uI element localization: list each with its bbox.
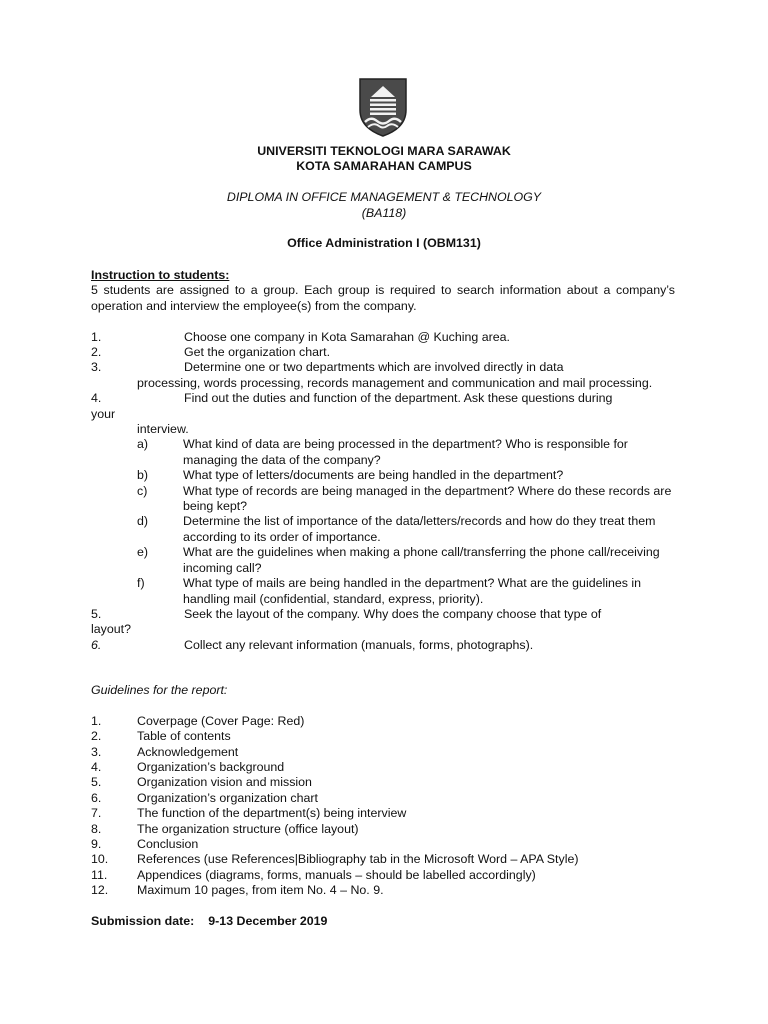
item-number: 4. [91, 391, 102, 406]
question-text: What type of letters/documents are being handled in the department? [183, 468, 564, 483]
item-number: 6. [91, 637, 102, 652]
instructions-heading: Instruction to students: [91, 268, 230, 282]
item-text: References (use References|Bibliography tab in the Microsoft Word – APA Style) [137, 852, 579, 867]
item-text: Seek the layout of the company. Why does the company choose that type of [184, 606, 602, 621]
programme-title: DIPLOMA IN OFFICE MANAGEMENT & TECHNOLOGY [226, 190, 542, 204]
item-text: Choose one company in Kota Samarahan @ Kuching area. [184, 329, 510, 344]
item-number: 3. [91, 360, 102, 375]
item-wrap: your [91, 406, 116, 421]
question-item [137, 437, 675, 468]
item-text: Find out the duties and function of the department. Ask these questions during [184, 391, 613, 406]
question-label: a) [137, 437, 149, 452]
item-number: 12. [91, 883, 109, 898]
instruction-item [91, 330, 675, 345]
item-text: Acknowledgement [137, 744, 239, 759]
item-text: Conclusion [137, 837, 199, 852]
item-number: 5. [91, 775, 102, 790]
question-item [137, 545, 675, 576]
item-number: 8. [91, 821, 102, 836]
submission-date [91, 914, 327, 929]
guideline-item [91, 883, 675, 898]
instruction-item [91, 391, 675, 437]
item-text: Organization’s background [137, 760, 285, 775]
item-text: Appendices (diagrams, forms, manuals – should be labelled accordingly) [137, 867, 536, 882]
submission-label: Submission date: [91, 914, 195, 928]
submission-value: 9-13 December 2019 [208, 914, 328, 928]
item-continuation: interview. [137, 422, 189, 437]
item-text: Get the organization chart. [184, 345, 331, 360]
campus-name: KOTA SAMARAHAN CAMPUS [296, 159, 472, 173]
instruction-item [91, 638, 675, 653]
item-text: Organization’s organization chart [137, 790, 318, 805]
item-text: Maximum 10 pages, from item No. 4 – No. 9. [137, 883, 384, 898]
instruction-item [91, 360, 675, 391]
university-name: UNIVERSITI TEKNOLOGI MARA SARAWAK [257, 144, 511, 158]
guideline-item [91, 822, 675, 837]
question-text: What type of records are being managed in the department? Where do these records are being kept? [183, 483, 672, 514]
question-item [137, 484, 675, 515]
item-text: Table of contents [137, 729, 231, 744]
course-title: Office Administration I (OBM131) [287, 236, 481, 250]
item-number: 1. [91, 329, 102, 344]
item-number: 2. [91, 345, 102, 360]
question-text: Determine the list of importance of the data/letters/records and how do they treat them according to its order of importance. [183, 514, 656, 544]
guideline-item [91, 714, 675, 729]
question-label: e) [137, 545, 149, 560]
item-continuation: processing, words processing, records management and communication and mail processing. [137, 375, 653, 390]
question-label: c) [137, 483, 148, 498]
guideline-item [91, 791, 675, 806]
instruction-item [91, 607, 675, 638]
guideline-item [91, 775, 675, 790]
guidelines-section [91, 683, 675, 899]
question-label: d) [137, 514, 149, 529]
item-text: Coverpage (Cover Page: Red) [137, 713, 305, 728]
item-number: 3. [91, 744, 102, 759]
question-label: f) [137, 576, 145, 591]
guideline-item [91, 837, 675, 852]
guidelines-heading: Guidelines for the report: [91, 683, 228, 697]
item-number: 5. [91, 606, 102, 621]
item-text: The function of the department(s) being interview [137, 806, 407, 821]
item-text: The organization structure (office layout) [137, 821, 359, 836]
item-number: 1. [91, 713, 102, 728]
question-item [137, 514, 675, 545]
guideline-item [91, 729, 675, 744]
item-number: 10. [91, 852, 109, 867]
university-logo [357, 76, 409, 138]
guideline-item [91, 760, 675, 775]
guideline-item [91, 852, 675, 867]
guideline-item [91, 806, 675, 821]
guideline-item [91, 868, 675, 883]
instruction-item [91, 345, 675, 360]
item-number: 6. [91, 790, 102, 805]
item-wrap: layout? [91, 622, 131, 637]
question-text: What are the guidelines when making a phone call/transferring the phone call/receiving incoming call? [183, 545, 660, 575]
item-number: 2. [91, 729, 102, 744]
question-item [137, 576, 675, 607]
item-text: Organization vision and mission [137, 775, 312, 790]
item-text: Determine one or two departments which are involved directly in data [184, 360, 564, 375]
programme-code: (BA118) [361, 206, 407, 220]
item-text: Collect any relevant information (manuals, forms, photographs). [184, 637, 534, 652]
instructions-section [91, 268, 675, 653]
item-number: 11. [91, 867, 108, 882]
item-number: 7. [91, 806, 102, 821]
question-item [137, 468, 675, 483]
question-text: What kind of data are being processed in the department? Who is responsible for managing the data of the company? [183, 437, 628, 467]
item-number: 9. [91, 837, 102, 852]
question-label: b) [137, 468, 149, 483]
item-number: 4. [91, 760, 102, 775]
instructions-intro: 5 students are assigned to a group. Each group is required to search information about a company’s operation and interview the employee(s) from the company. [91, 283, 675, 313]
question-text: What type of mails are being handled in the department? What are the guidelines in handling mail (confidential, standard, express, priority). [183, 576, 642, 606]
guideline-item [91, 745, 675, 760]
